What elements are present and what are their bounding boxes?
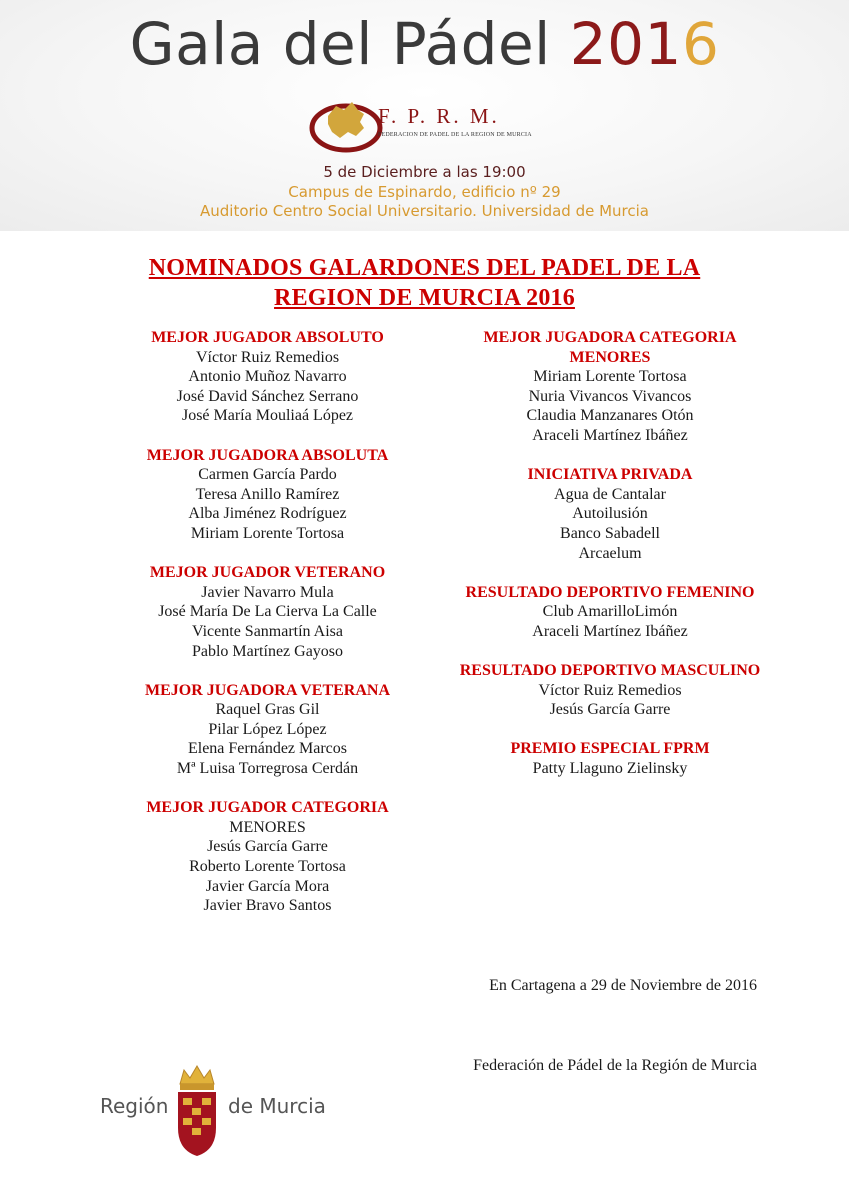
nominee: José María Mouliaá López [181,407,354,425]
nominee: Carmen García Pardo [198,466,337,484]
award-category [455,739,765,778]
nominee: Jesús García Garre [207,838,328,856]
nominee: Mª Luisa Torregrosa Cerdán [176,760,359,778]
nominee: Teresa Anillo Ramírez [195,485,340,503]
category-title: RESULTADO DEPORTIVO FEMENINO [465,583,755,601]
fprm-subtitle: FEDERACION DE PADEL DE LA REGION DE MURCIA [378,132,532,138]
nominee: Miriam Lorente Tortosa [190,524,345,542]
award-category [110,328,425,426]
category-title: MEJOR JUGADOR VETERANO [149,564,386,582]
category-title: MEJOR JUGADOR ABSOLUTO [151,329,384,346]
nominee: Banco Sabadell [560,524,660,542]
nominee: Pablo Martínez Gayoso [191,642,344,660]
category-title: MEJOR JUGADORA CATEGORIA MENORES [483,329,737,366]
nominee: Javier Navarro Mula [201,583,334,601]
nominee: Araceli Martínez Ibáñez [532,426,688,444]
document-title: NOMINADOS GALARDONES DEL PADEL DE LA REGION DE MURCIA 2016 [148,255,701,311]
category-title: RESULTADO DEPORTIVO MASCULINO [459,662,761,680]
nominee: Vicente Sanmartín Aisa [192,622,343,640]
nominee: Claudia Manzanares Otón [526,407,694,425]
nominee: Antonio Muñoz Navarro [188,368,347,386]
banner-title-main: Gala del Pádel [129,10,570,78]
closing-line: En Cartagena a 29 de Noviembre de 2016 [489,977,757,994]
nominee: Jesús García Garre [549,701,671,719]
award-category [110,798,425,916]
nominee: Patty Llaguno Zielinsky [532,760,688,778]
category-title: MEJOR JUGADORA ABSOLUTA [146,446,389,464]
banner-title-year-last: 6 [681,10,720,78]
fprm-acronym: F. P. R. M. [378,104,500,128]
category-title: PREMIO ESPECIAL FPRM [510,740,710,758]
category-title: MEJOR JUGADORA VETERANA [144,681,391,699]
banner-title [0,4,849,84]
category-title: INICIATIVA PRIVADA [527,466,693,484]
award-category [455,328,765,446]
event-banner [0,0,849,231]
nominee: Javier García Mora [205,877,330,895]
event-date: 5 de Diciembre a las 19:00 [323,163,526,181]
nominee: Raquel Gras Gil [215,701,320,719]
region-murcia-crest-icon [172,1062,222,1158]
nominee: Araceli Martínez Ibáñez [532,622,688,640]
nominee: Miriam Lorente Tortosa [533,368,687,386]
right-column [455,328,765,798]
region-word-2: de Murcia [228,1094,326,1118]
nominee: Javier Bravo Santos [203,897,332,915]
award-category [110,681,425,779]
event-place: Campus de Espinardo, edificio nº 29 [288,183,561,201]
banner-title-year: 201 [569,10,682,78]
nominee: Víctor Ruiz Remedios [195,348,340,366]
nominee: José María De La Cierva La Calle [158,603,377,621]
nominee: Pilar López López [208,720,327,738]
nominee: Roberto Lorente Tortosa [189,858,346,876]
nominee: Agua de Cantalar [554,485,666,503]
fprm-logo [306,92,532,162]
award-category [110,563,425,661]
award-category [110,446,425,544]
nominee: Club AmarilloLimón [542,603,678,621]
fprm-logo-icon [306,92,386,162]
nominee: Víctor Ruiz Remedios [538,681,682,699]
nominee: Nuria Vivancos Vivancos [528,387,692,405]
nominee: Arcaelum [578,544,642,562]
signature-line: Federación de Pádel de la Región de Murcia [473,1057,757,1074]
nominee: Autoilusión [572,505,648,523]
category-title: MEJOR JUGADOR CATEGORIA [146,799,389,817]
nominee: José David Sánchez Serrano [176,387,359,405]
region-murcia-logo [96,1062,336,1158]
region-word-1: Región [100,1094,169,1118]
award-category [455,465,765,563]
award-category [455,583,765,642]
event-venue: Auditorio Centro Social Universitario. Universidad de Murcia [200,202,649,220]
nominee: Elena Fernández Marcos [187,740,348,758]
nominee: Alba Jiménez Rodríguez [188,505,347,523]
award-category [455,661,765,720]
left-column [110,328,425,935]
category-subtitle: MENORES [229,818,306,836]
